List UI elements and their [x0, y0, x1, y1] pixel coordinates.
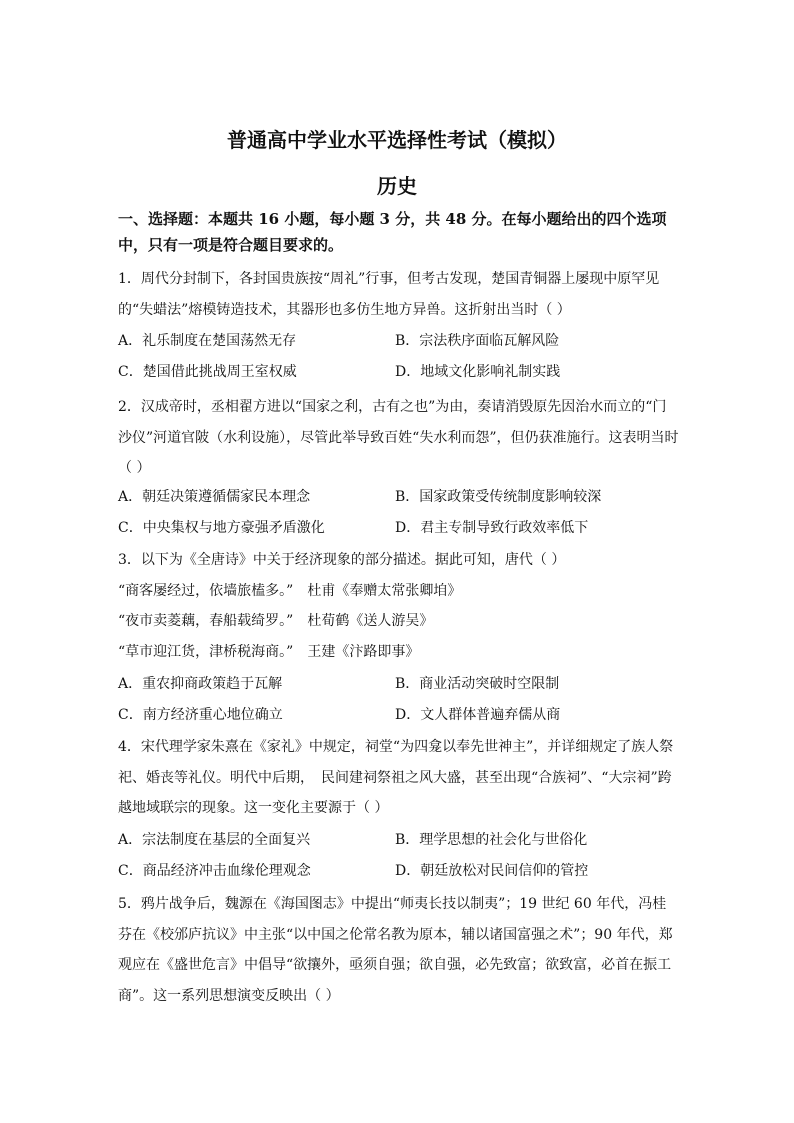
option-b: B．商业活动突破时空限制: [395, 676, 560, 692]
subject-title: 历史: [377, 174, 417, 198]
question-2-stem: [118, 392, 680, 484]
option-c: C．商品经济冲击血缘伦理观念: [118, 862, 311, 879]
question-2-options: [118, 482, 678, 543]
option-a: A．重农抑商政策趋于瓦解: [118, 676, 283, 692]
question-1-stem: [118, 264, 680, 325]
option-b: B．国家政策受传统制度影响较深: [395, 489, 602, 505]
exam-title: 普通高中学业水平选择性考试（模拟）: [227, 128, 567, 152]
option-c: C．南方经济重心地位确立: [118, 706, 283, 723]
question-4-stem: [118, 732, 680, 824]
option-b: B．宗法秩序面临瓦解风险: [395, 333, 560, 349]
question-2-text: 2．汉成帝时，丞相翟方进以“国家之利，古有之也”为由，奏请消毁原先因治水而立的“门沙仪”河道官陂（水利设施），尽管此举导致百姓“失水利而怨”，但仍获准施行。这表明当时（ ）: [118, 399, 679, 476]
section-heading: 一、选择题：本题共 16 小题，每小题 3 分，共 48 分。在每小题给出的四个选项中，只有一项是符合题目要求的。: [118, 210, 667, 254]
option-b: B．理学思想的社会化与世俗化: [395, 832, 588, 848]
option-d: D．文人群体普遍弃儒从商: [395, 706, 561, 723]
question-3-text: 3．以下为《全唐诗》中关于经济现象的部分描述。据此可知，唐代（ ）: [118, 552, 566, 568]
question-1-text: 1．周代分封制下，各封国贵族按“周礼”行事，但考古发现，楚国青铜器上屡现中原罕见的“失蜡法”熔模铸造技术，其器形也多仿生地方异兽。这折射出当时（ ）: [118, 271, 660, 318]
question-5-stem: [118, 889, 680, 1011]
question-1-options: [118, 326, 678, 387]
option-d: D．朝廷放松对民间信仰的管控: [395, 862, 589, 879]
option-c: C．楚国借此挑战周王室权威: [118, 363, 297, 380]
question-3-stem: [118, 545, 680, 576]
option-d: D．君主专制导致行政效率低下: [395, 519, 589, 536]
option-d: D．地域文化影响礼制实践: [395, 363, 561, 380]
question-5-text: 5．鸦片战争后，魏源在《海国图志》中提出“师夷长技以制夷”；19 世纪 60 年代，冯桂芬在《校邠庐抗议》中主张“以中国之伦常名教为原本，辅以诸国富强之术”；90 年代，郑观应在《盛世危言》中倡导“欲攘外，亟须自强；欲自强，必先致富；欲致富，必首在振工商”。这一系列思想演变反映出（ ）: [118, 896, 673, 1004]
poem-line-2: “夜市卖菱藕，春船载绮罗。” 杜荀鹤《送人游吴》: [118, 613, 434, 629]
option-a: A．朝廷决策遵循儒家民本理念: [118, 489, 311, 505]
poem-line-3: “草市迎江货，津桥税海商。” 王建《汴路即事》: [118, 644, 420, 660]
question-4-text: 4．宋代理学家朱熹在《家礼》中规定，祠堂“为四龛以奉先世神主”，并详细规定了族人祭祀、婚丧等礼仪。明代中后期， 民间建祠祭祖之风大盛，甚至出现“合族祠”、“大宗祠”跨越地域联宗的现象。这一变化主要源于（ ）: [118, 739, 674, 816]
question-3-options: [118, 669, 678, 730]
question-4-options: [118, 825, 678, 886]
option-a: A．礼乐制度在楚国荡然无存: [118, 333, 297, 349]
option-a: A．宗法制度在基层的全面复兴: [118, 832, 311, 848]
poem-line-1: “商客屡经过，依墙旅榼多。” 杜甫《奉赠太常张卿垍》: [118, 583, 462, 599]
option-c: C．中央集权与地方豪强矛盾激化: [118, 519, 325, 536]
